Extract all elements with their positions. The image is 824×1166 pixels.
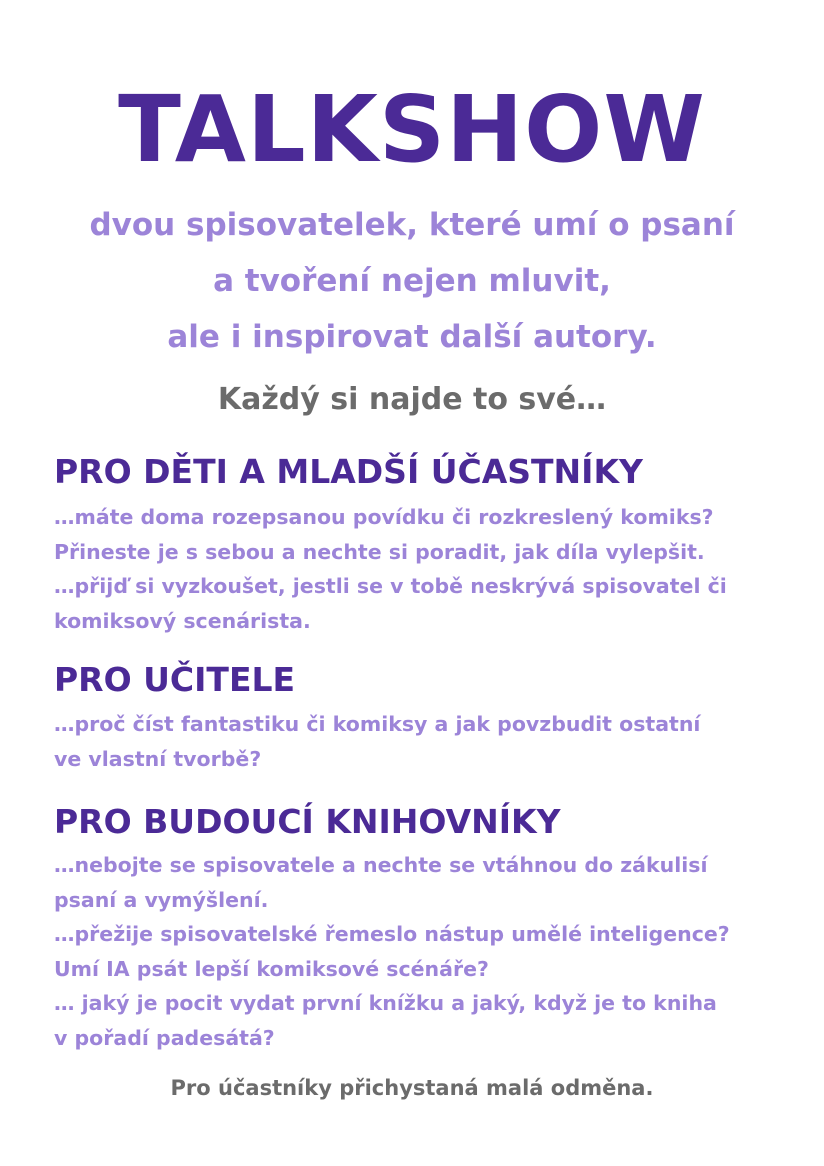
section-line: komiksový scenárista. bbox=[54, 608, 311, 633]
section-heading-librarians: PRO BUDOUCÍ KNIHOVNÍKY bbox=[54, 802, 561, 841]
section-line: Přineste je s sebou a nechte si poradit, jak díla vylepšit. bbox=[54, 539, 705, 564]
subtitle-line: dvou spisovatelek, které umí o psaní bbox=[89, 207, 735, 243]
section-line: …přijď si vyzkoušet, jestli se v tobě neskrývá spisovatel či bbox=[54, 574, 727, 598]
section-heading-children: PRO DĚTI A MLADŠÍ ÚČASTNÍKY bbox=[54, 452, 643, 491]
subtitle-line: a tvoření nejen mluvit, bbox=[213, 263, 611, 299]
section-line: …proč číst fantastiku či komiksy a jak povzbudit ostatní bbox=[54, 712, 701, 736]
tagline: Každý si najde to své… bbox=[217, 382, 607, 417]
section-line: … jaký je pocit vydat první knížku a jaký, když je to kniha bbox=[54, 991, 717, 1015]
section-line: Umí IA psát lepší komiksové scénáře? bbox=[54, 956, 489, 981]
section-body-children bbox=[54, 500, 727, 638]
section-heading-teachers: PRO UČITELE bbox=[54, 660, 296, 699]
section-line: ve vlastní tvorbě? bbox=[54, 746, 262, 771]
section-line: …máte doma rozepsanou povídku či rozkreslený komiks? bbox=[54, 505, 714, 529]
subtitle-line: ale i inspirovat další autory. bbox=[167, 319, 657, 355]
poster-subtitle bbox=[0, 197, 824, 365]
section-line: …přežije spisovatelské řemeslo nástup umělé inteligence? bbox=[54, 922, 730, 946]
section-line: …nebojte se spisovatele a nechte se vtáhnou do zákulisí bbox=[54, 853, 708, 877]
footer-note: Pro účastníky přichystaná malá odměna. bbox=[170, 1076, 654, 1100]
section-body-teachers bbox=[54, 707, 700, 776]
section-body-librarians bbox=[54, 848, 730, 1055]
poster-title: TALKSHOW bbox=[118, 76, 706, 183]
section-line: psaní a vymýšlení. bbox=[54, 887, 269, 912]
section-line: v pořadí padesátá? bbox=[54, 1025, 275, 1050]
